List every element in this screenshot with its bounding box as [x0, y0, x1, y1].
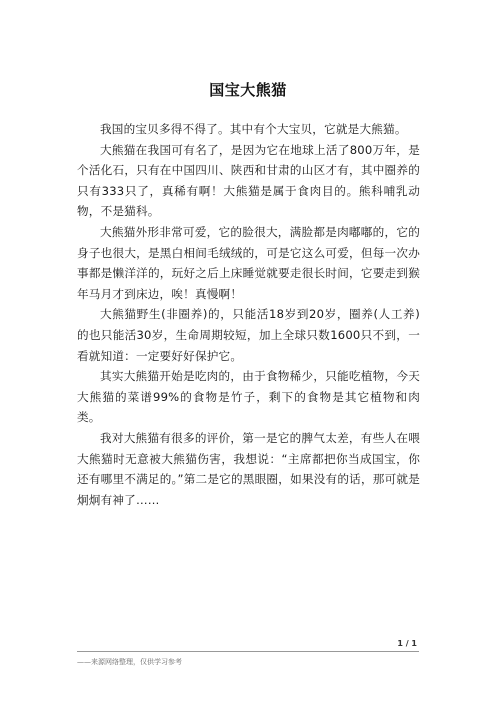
paragraph: 大熊猫在我国可有名了，是因为它在地球上活了800万年，是个活化石，只有在中国四川、陕西和甘肃的山区才有，其中圈养的只有333只了，真稀有啊！大熊猫是属于食肉目的。熊科哺乳动物，不是猫科。: [77, 142, 420, 219]
paragraph: 我对大熊猫有很多的评价，第一是它的脾气太差，有些人在喂大熊猫时无意被大熊猫伤害，我想说：“主席都把你当成国宝，你还有哪里不满足的。”第二是它的黑眼圈，如果没有的话，那可就是炯炯有神了……: [77, 430, 420, 507]
page-number: 1 / 1: [397, 639, 417, 648]
footer-source-note: ——来源网络整理，仅供学习参考: [77, 658, 182, 666]
document-title: 国宝大熊猫: [209, 81, 287, 99]
paragraph: 大熊猫外形非常可爱，它的脸很大，满脸都是肉嘟嘟的，它的身子也很大，是黑白相间毛绒绒的，可是它这么可爱，但每一次办事都是懒洋洋的，玩好之后上床睡觉就要走很长时间，它要走到猴年马月才到床边，唉！真慢啊！: [77, 224, 420, 301]
document-body: [77, 119, 420, 510]
paragraph: 其实大熊猫开始是吃肉的，由于食物稀少，只能吃植物，今天大熊猫的菜谱99%的食物是竹子，剩下的食物是其它植物和肉类。: [77, 369, 420, 425]
paragraph: 大熊猫野生(非圈养)的，只能活18岁到20岁，圈养(人工养)的也只能活30岁，生命周期较短，加上全球只数1600只不到，一看就知道：一定要好好保护它。: [77, 307, 420, 363]
footer-divider: [77, 651, 419, 652]
paragraph: 我国的宝贝多得不得了。其中有个大宝贝，它就是大熊猫。: [100, 122, 407, 136]
